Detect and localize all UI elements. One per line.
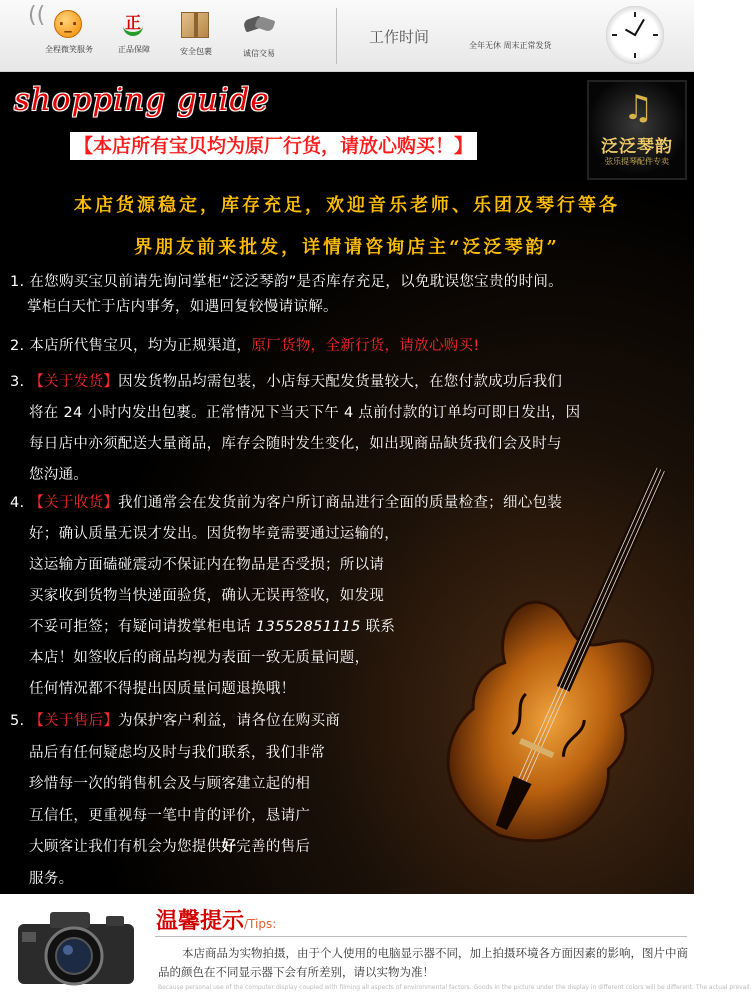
logo-name: 泛泛琴韵: [601, 137, 673, 157]
guide-item-3: [10, 367, 580, 491]
item5-line6: 服务。: [29, 870, 74, 887]
tips-title-en: /Tips:: [244, 917, 277, 931]
camera-icon: [10, 902, 140, 990]
guide-item-4: [10, 488, 562, 705]
item5-line5-end: 完善的售后: [236, 839, 311, 855]
service-bar: [0, 0, 694, 72]
shop-phone-number: 13552851115: [255, 619, 361, 635]
item5-number: 5.: [10, 713, 25, 729]
item5-line4: 互信任，更重视每一笔中肯的评价，恳请广: [29, 807, 311, 824]
service-package: [163, 10, 229, 57]
guide-item-2: [10, 334, 479, 359]
guide-item-5: [10, 706, 340, 895]
handshake-icon: [244, 14, 274, 44]
item3-line2: 将在 24 小时内发出包裹。正常情况下当天下午 4 点前付款的订单均可即日发出，因: [29, 405, 581, 421]
item3-line4: 您沟通。: [29, 467, 89, 483]
guide-title: shopping guide: [14, 82, 270, 118]
work-time-note: 全年无休 周末正常发货: [469, 41, 552, 50]
item4-line6: 本店！如签收后的商品均视为表面一致无质量问题，: [29, 650, 370, 666]
guide-item-1: [10, 270, 563, 319]
item2-text: 2. 本店所代售宝贝，均为正规渠道，: [10, 338, 252, 354]
item4-line1: 我们通常会在发货前为客户所订商品进行全面的质量检查；细心包装: [118, 495, 563, 511]
shop-logo: [587, 80, 687, 180]
item5-bold-word: 好: [221, 839, 237, 855]
smiley-icon: ·_·: [54, 10, 84, 40]
item4-line7: 任何情况都不得提出因质量问题退换哦！: [29, 681, 296, 697]
item1-line1: 1. 在您购买宝贝前请先询问掌柜“泛泛琴韵”是否库存充足，以免耽误您宝贵的时间。: [10, 274, 563, 290]
item3-line3: 每日店中亦须配送大量商品，库存会随时发生变化，如出现商品缺货我们会及时与: [29, 436, 562, 452]
genuine-banner: 【本店所有宝贝均为原厂行货，请放心购买！】: [70, 132, 477, 160]
item3-tag: 【关于发货】: [29, 374, 119, 390]
work-time-label: 工作时间: [369, 28, 430, 46]
service-smile: [36, 10, 102, 55]
item4-line5-end: 联系: [360, 619, 396, 635]
tips-title-text: 温馨提示: [156, 909, 245, 934]
bracket-left-icon: ((: [28, 3, 46, 28]
wholesale-slogan-line1: 本店货源稳定，库存充足，欢迎音乐老师、乐团及琴行等各: [74, 195, 620, 216]
item2-highlight: 原厂货物，全新行货，请放心购买!: [251, 338, 480, 354]
item5-tag: 【关于售后】: [29, 713, 119, 729]
genuine-icon: 正: [119, 10, 149, 40]
music-note-icon: ♫: [623, 88, 654, 128]
item3-line1: 因发货物品均需包装，小店每天配发货量较大，在您付款成功后我们: [118, 374, 563, 390]
tips-body-en: Because personal use of the computer display coupled with filming all aspects of environmental factors. Goods in the picture under the display in different colors will be different. The actual prevail.: [158, 984, 752, 991]
service-package-label: 安全包裹: [180, 47, 212, 56]
service-handshake: [226, 10, 292, 59]
tips-body: [158, 944, 688, 982]
item4-number: 4.: [10, 495, 25, 511]
divider: [336, 8, 337, 64]
logo-subtitle: 弦乐提琴配件专卖: [605, 157, 669, 166]
item5-line5: 大顾客让我们有机会为您提供: [29, 839, 222, 855]
item4-line4: 买家收到货物当快递面验货，确认无误再签收，如发现: [29, 588, 385, 604]
package-icon: [181, 12, 211, 42]
item4-line2: 好；确认质量无误才发出。因货物毕竟需要通过运输的，: [29, 526, 399, 542]
service-smile-label: 全程微笑服务: [45, 45, 93, 54]
tips-footer: [0, 894, 752, 1000]
tips-body-text: 本店商品为实物拍摄，由于个人使用的电脑显示器不同，加上拍摄环境各方面因素的影响，图片中商品的颜色在不同显示器下会有所差别，请以实物为准！: [158, 946, 688, 979]
item1-line2: 掌柜白天忙于店内事务，如遇回复较慢请谅解。: [27, 298, 338, 315]
item4-line3: 这运输方面磕碰震动不保证内在物品是否受损；所以请: [29, 557, 385, 573]
item3-number: 3.: [10, 374, 25, 390]
tips-divider: [155, 936, 687, 937]
item4-line5: 不妥可拒签；有疑问请拨掌柜电话: [29, 619, 256, 635]
wholesale-slogan-line2: 界朋友前来批发，详情请咨询店主“泛泛琴韵”: [134, 237, 560, 258]
tips-title: [156, 904, 276, 935]
service-genuine: [101, 10, 167, 55]
service-genuine-label: 正品保障: [118, 45, 150, 54]
shopping-guide: [0, 72, 694, 894]
item5-line3: 珍惜每一次的销售机会及与顾客建立起的相: [29, 776, 311, 792]
item4-tag: 【关于收货】: [29, 495, 119, 511]
item5-line2: 品后有任何疑虑均及时与我们联系，我们非常: [29, 744, 325, 761]
clock-icon: [606, 6, 664, 64]
item5-line1: 为保护客户利益，请各位在购买商: [118, 713, 341, 729]
service-handshake-label: 诚信交易: [243, 49, 275, 58]
